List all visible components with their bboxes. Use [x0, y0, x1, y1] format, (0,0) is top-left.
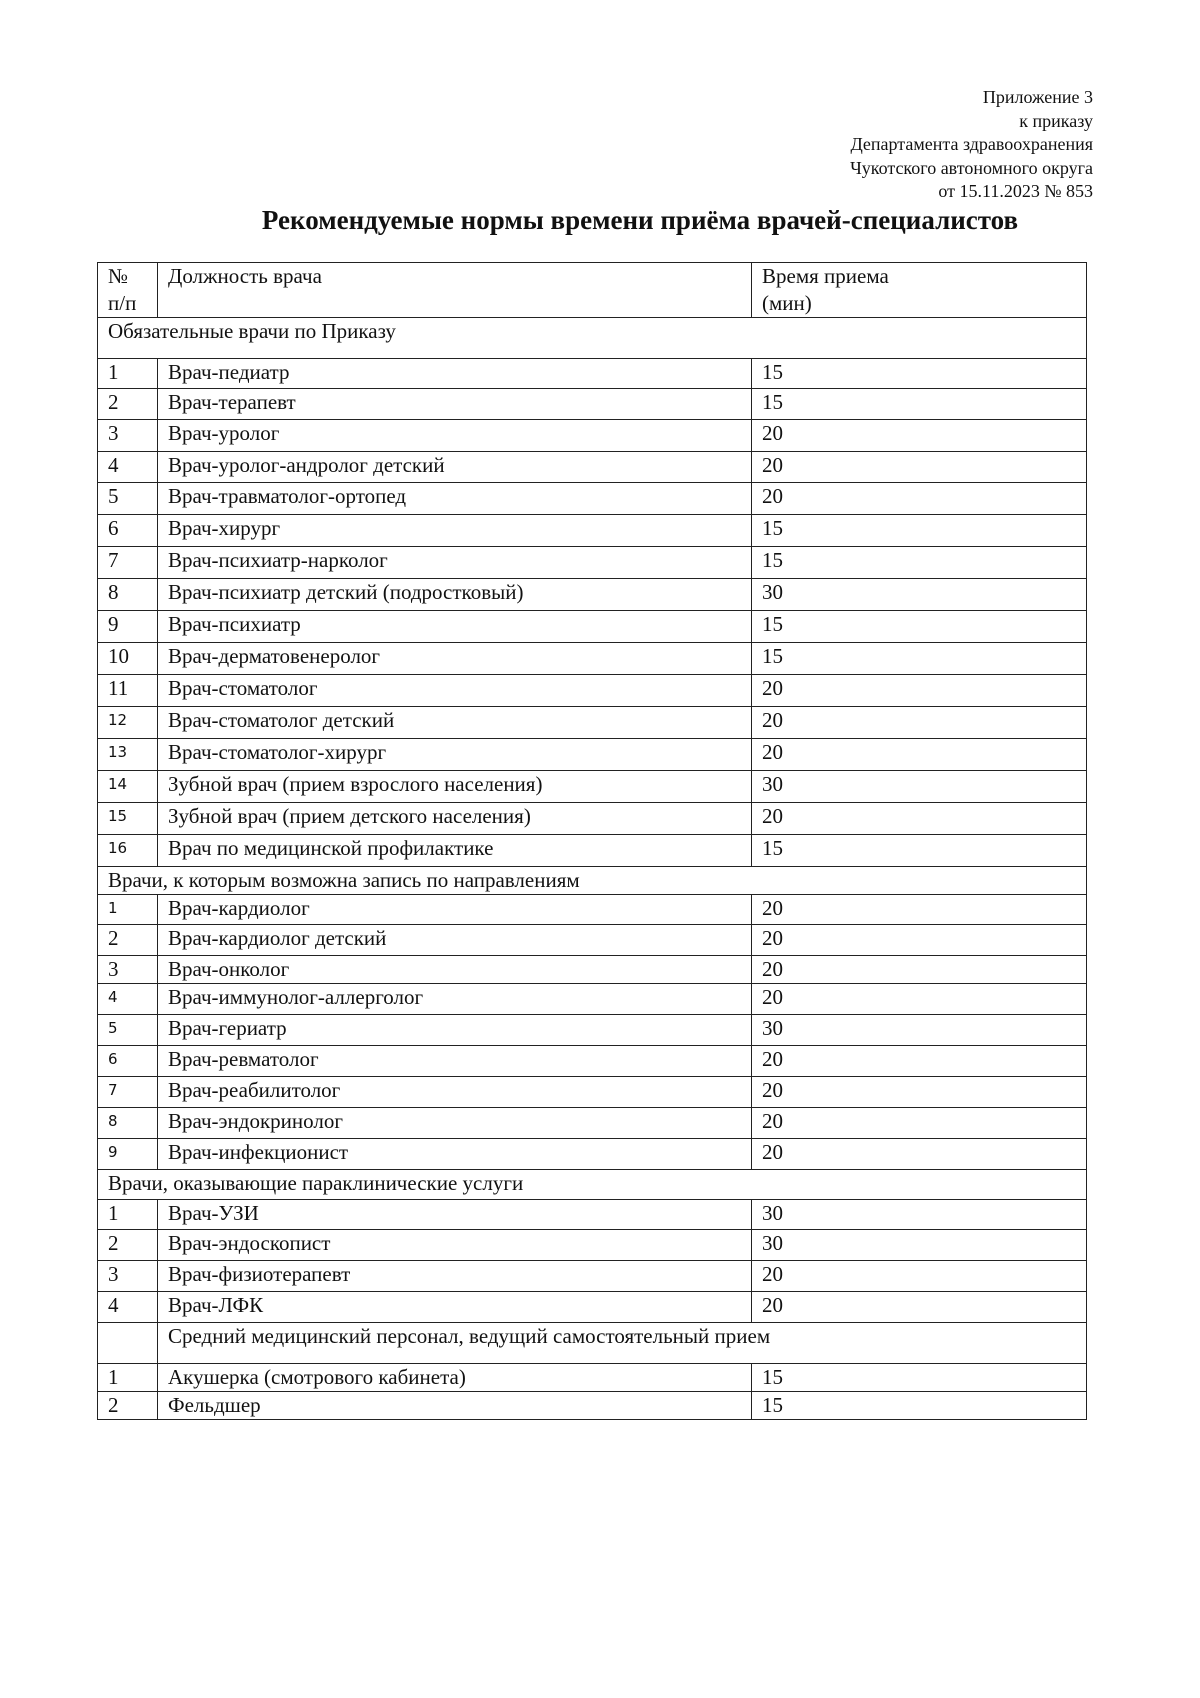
- table-row: [98, 1046, 1087, 1077]
- row-position: Врач-психиатр детский (подростковый): [158, 579, 752, 611]
- row-position: Врач-стоматолог детский: [158, 707, 752, 739]
- appendix-line: к приказу: [1019, 110, 1093, 131]
- row-position: Врач-иммунолог-аллерголог: [158, 984, 752, 1015]
- row-number: 10: [98, 643, 158, 675]
- row-number: 3: [98, 956, 158, 984]
- row-number: 9: [98, 611, 158, 643]
- row-position: Врач-педиатр: [158, 359, 752, 389]
- section-title: Врачи, оказывающие параклинические услуги: [98, 1170, 1087, 1200]
- row-number: 3: [98, 420, 158, 452]
- table-row: [98, 1139, 1087, 1170]
- document-title: Рекомендуемые нормы времени приёма врачей-специалистов: [261, 205, 1019, 235]
- row-time: 20: [752, 675, 1087, 707]
- appendix-line: от 15.11.2023 № 853: [938, 181, 1093, 201]
- row-time: 20: [752, 1261, 1087, 1292]
- row-time: 20: [752, 956, 1087, 984]
- header-time-line1: Время приема: [762, 264, 889, 288]
- row-number: 7: [98, 547, 158, 579]
- table-row: [98, 515, 1087, 547]
- row-position: Врач-физиотерапевт: [158, 1261, 752, 1292]
- row-time: 15: [752, 515, 1087, 547]
- row-time: 15: [752, 547, 1087, 579]
- row-time: 20: [752, 420, 1087, 452]
- row-number: 13: [98, 739, 158, 771]
- table-row: [98, 1108, 1087, 1139]
- row-time: 15: [752, 359, 1087, 389]
- row-time: 20: [752, 925, 1087, 956]
- section-row: [98, 318, 1087, 359]
- header-number: [98, 263, 158, 318]
- section-row: [98, 1323, 1087, 1364]
- row-time: 20: [752, 984, 1087, 1015]
- row-position: Врач-стоматолог: [158, 675, 752, 707]
- row-number: 2: [98, 389, 158, 420]
- row-position: Врач-кардиолог: [158, 895, 752, 925]
- row-position: Врач-инфекционист: [158, 1139, 752, 1170]
- row-position: Врач-онколог: [158, 956, 752, 984]
- row-number: 4: [98, 1292, 158, 1323]
- table-row: [98, 895, 1087, 925]
- table-row: [98, 452, 1087, 483]
- row-number: 2: [98, 925, 158, 956]
- row-position: Врач-реабилитолог: [158, 1077, 752, 1108]
- table-row: [98, 643, 1087, 675]
- table-row: [98, 984, 1087, 1015]
- row-number: 6: [98, 1046, 158, 1077]
- table-row: [98, 1077, 1087, 1108]
- appendix-line: Приложение 3: [982, 87, 1093, 107]
- row-time: 30: [752, 1230, 1087, 1261]
- header-time: [752, 263, 1087, 318]
- row-position: Врач-терапевт: [158, 389, 752, 420]
- section-title: Обязательные врачи по Приказу: [98, 318, 1087, 359]
- norms-table-body: [98, 263, 1087, 1420]
- table-row: [98, 771, 1087, 803]
- row-number: 1: [98, 895, 158, 925]
- row-time: 20: [752, 1046, 1087, 1077]
- section-empty-cell: [98, 1323, 158, 1364]
- row-time: 30: [752, 579, 1087, 611]
- row-position: Врач-ревматолог: [158, 1046, 752, 1077]
- header-number-line1: №: [108, 264, 129, 288]
- row-position: Врач-уролог-андролог детский: [158, 452, 752, 483]
- section-row: [98, 1170, 1087, 1200]
- table-row: [98, 579, 1087, 611]
- table-row: [98, 547, 1087, 579]
- table-row: [98, 420, 1087, 452]
- row-number: 14: [98, 771, 158, 803]
- table-row: [98, 1261, 1087, 1292]
- section-row: [98, 867, 1087, 895]
- row-number: 11: [98, 675, 158, 707]
- row-number: 5: [98, 1015, 158, 1046]
- row-position: Врач-ЛФК: [158, 1292, 752, 1323]
- table-row: [98, 1364, 1087, 1392]
- row-time: 15: [752, 1364, 1087, 1392]
- row-time: 15: [752, 611, 1087, 643]
- row-position: Врач-дерматовенеролог: [158, 643, 752, 675]
- table-row: [98, 359, 1087, 389]
- row-time: 15: [752, 643, 1087, 675]
- row-number: 15: [98, 803, 158, 835]
- row-time: 20: [752, 1108, 1087, 1139]
- row-position: Врач-уролог: [158, 420, 752, 452]
- row-position: Врач-УЗИ: [158, 1200, 752, 1230]
- row-number: 8: [98, 579, 158, 611]
- row-number: 1: [98, 1364, 158, 1392]
- row-number: 2: [98, 1230, 158, 1261]
- row-position: Зубной врач (прием детского населения): [158, 803, 752, 835]
- row-number: 6: [98, 515, 158, 547]
- row-time: 30: [752, 771, 1087, 803]
- header-number-line2: п/п: [108, 291, 137, 315]
- table-row: [98, 389, 1087, 420]
- row-position: Зубной врач (прием взрослого населения): [158, 771, 752, 803]
- row-time: 15: [752, 389, 1087, 420]
- table-header-row: [98, 263, 1087, 318]
- section-title: Врачи, к которым возможна запись по направлениям: [98, 867, 1087, 895]
- row-time: 20: [752, 1077, 1087, 1108]
- row-position: Фельдшер: [158, 1392, 752, 1420]
- row-time: 20: [752, 1292, 1087, 1323]
- row-number: 9: [98, 1139, 158, 1170]
- table-row: [98, 803, 1087, 835]
- table-row: [98, 835, 1087, 867]
- row-position: Врач-психиатр-нарколог: [158, 547, 752, 579]
- row-number: 8: [98, 1108, 158, 1139]
- row-number: 3: [98, 1261, 158, 1292]
- row-time: 20: [752, 1139, 1087, 1170]
- row-time: 20: [752, 895, 1087, 925]
- row-position: Врач-кардиолог детский: [158, 925, 752, 956]
- row-number: 2: [98, 1392, 158, 1420]
- table-row: [98, 739, 1087, 771]
- header-position: Должность врача: [158, 263, 752, 318]
- row-number: 4: [98, 452, 158, 483]
- row-number: 7: [98, 1077, 158, 1108]
- table-row: [98, 1230, 1087, 1261]
- table-row: [98, 1200, 1087, 1230]
- row-number: 4: [98, 984, 158, 1015]
- row-number: 5: [98, 483, 158, 515]
- row-position: Врач-психиатр: [158, 611, 752, 643]
- section-title: Средний медицинский персонал, ведущий самостоятельный прием: [158, 1323, 1087, 1364]
- row-time: 20: [752, 452, 1087, 483]
- row-time: 15: [752, 1392, 1087, 1420]
- row-time: 30: [752, 1200, 1087, 1230]
- table-row: [98, 956, 1087, 984]
- table-row: [98, 611, 1087, 643]
- table-row: [98, 707, 1087, 739]
- table-row: [98, 483, 1087, 515]
- row-position: Врач-стоматолог-хирург: [158, 739, 752, 771]
- row-position: Врач по медицинской профилактике: [158, 835, 752, 867]
- row-position: Врач-травматолог-ортопед: [158, 483, 752, 515]
- row-position: Врач-эндоскопист: [158, 1230, 752, 1261]
- row-time: 15: [752, 835, 1087, 867]
- row-position: Врач-хирург: [158, 515, 752, 547]
- row-number: 1: [98, 1200, 158, 1230]
- row-position: Врач-гериатр: [158, 1015, 752, 1046]
- table-row: [98, 675, 1087, 707]
- appendix-header: [693, 86, 1093, 204]
- row-position: Акушерка (смотрового кабинета): [158, 1364, 752, 1392]
- norms-table: [97, 262, 1087, 1420]
- row-position: Врач-эндокринолог: [158, 1108, 752, 1139]
- row-number: 1: [98, 359, 158, 389]
- row-time: 20: [752, 483, 1087, 515]
- row-time: 20: [752, 707, 1087, 739]
- row-time: 20: [752, 739, 1087, 771]
- row-number: 12: [98, 707, 158, 739]
- table-row: [98, 1015, 1087, 1046]
- appendix-line: Чукотского автономного округа: [850, 157, 1093, 178]
- header-time-line2: (мин): [762, 291, 812, 315]
- row-number: 16: [98, 835, 158, 867]
- row-time: 30: [752, 1015, 1087, 1046]
- table-row: [98, 925, 1087, 956]
- table-row: [98, 1292, 1087, 1323]
- table-row: [98, 1392, 1087, 1420]
- row-time: 20: [752, 803, 1087, 835]
- appendix-line: Департамента здравоохранения: [850, 134, 1093, 154]
